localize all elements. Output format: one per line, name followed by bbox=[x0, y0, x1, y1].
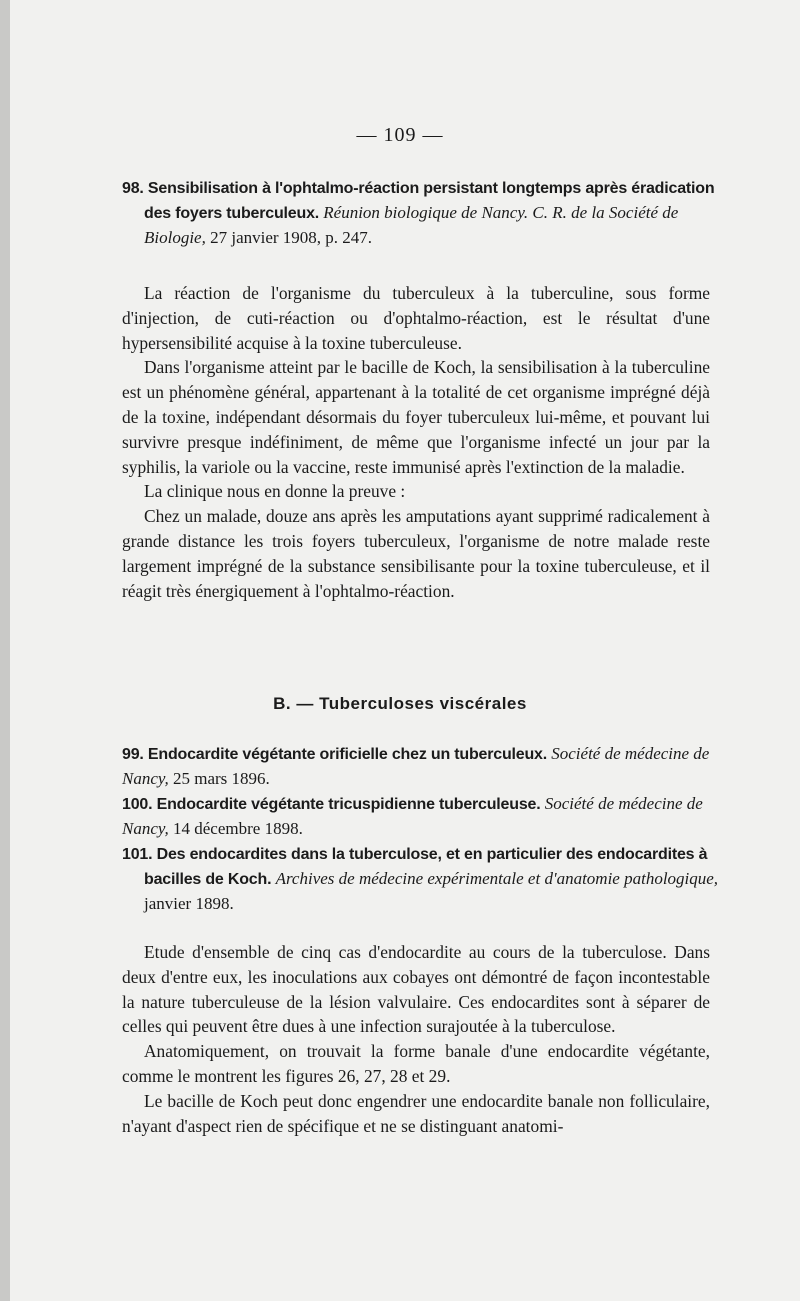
entry-title: Des endocardites dans la tuberculose, et en particulier des endocardites à bacilles de Koch. bbox=[144, 846, 708, 888]
paragraph: Dans l'organisme atteint par le bacille de Koch, la sensibilisation à la tuberculine est un phénomène général, appartenant à la totalité de cet organisme imprégné déjà de la toxine, indépendant désormais du foyer tuberculeux lui-même, et pouvant lui survivre presque indéfiniment, de même que l'organisme infecté un jour par la syphilis, la variole ou la vaccine, reste immunisé après l'extinction de la maladie. bbox=[122, 357, 710, 477]
entry-reference-date: 27 janvier 1908, p. 247. bbox=[210, 228, 373, 247]
entry-reference-italic: Réunion biologique de Nancy. C. R. de la Société de Biologie, bbox=[144, 203, 679, 247]
bibliography-entry-98 bbox=[122, 176, 734, 250]
body-section-2 bbox=[122, 940, 710, 1138]
entry-reference-italic: Société de médecine de Nancy, bbox=[122, 794, 703, 838]
body-section-1 bbox=[122, 281, 710, 603]
paragraph: Etude d'ensemble de cinq cas d'endocardite au cours de la tuberculose. Dans deux d'entre eux, les inoculations aux cobayes ont démontré de façon incontestable la nature tuberculeuse de la lésion valvulaire. Ces endocardites sont à séparer de celles qui peuvent être dues à une infection surajoutée à la tuberculose. bbox=[122, 942, 710, 1037]
entry-reference-date: janvier 1898. bbox=[144, 894, 234, 913]
section-title: B. — Tuberculoses viscérales bbox=[273, 694, 527, 713]
entry-reference-date: 25 mars 1896. bbox=[173, 769, 270, 788]
paragraph: Anatomiquement, on trouvait la forme banale d'une endocardite végétante, comme le montrent les figures 26, 27, 28 et 29. bbox=[122, 1041, 710, 1086]
paragraph: La clinique nous en donne la preuve : bbox=[144, 481, 406, 502]
entry-reference-italic: Société de médecine de Nancy, bbox=[122, 744, 710, 788]
page-number: — 109 — bbox=[356, 124, 444, 146]
entry-title: Endocardite végétante orificielle chez un tuberculeux. bbox=[147, 746, 547, 763]
entry-number: 100. bbox=[122, 796, 153, 813]
entry-number: 99. bbox=[122, 746, 144, 763]
bibliography-entry-100 bbox=[122, 792, 712, 841]
entry-title: Sensibilisation à l'ophtalmo-réaction persistant longtemps après éradication des foyers tuberculeux. bbox=[144, 180, 715, 222]
page-edge bbox=[0, 0, 10, 1301]
entry-number: 101. bbox=[122, 846, 153, 863]
entry-title: Endocardite végétante tricuspidienne tuberculeuse. bbox=[156, 796, 541, 813]
entry-number: 98. bbox=[122, 180, 144, 197]
paragraph: Le bacille de Koch peut donc engendrer une endocardite banale non folliculaire, n'ayant d'aspect rien de spécifique et ne se distinguant anatomi- bbox=[122, 1090, 710, 1136]
entry-reference-date: 14 décembre 1898. bbox=[173, 819, 303, 838]
paragraph: Chez un malade, douze ans après les amputations ayant supprimé radicalement à grande distance les trois foyers tuberculeux, l'organisme de notre malade reste largement imprégné de la substance sensibilisante pour la toxine tuberculeuse, et il réagit très énergiquement à l'ophtalmo-réaction. bbox=[122, 506, 710, 601]
entry-reference-italic: Archives de médecine expérimentale et d'anatomie pathologique, bbox=[275, 869, 719, 888]
paragraph: La réaction de l'organisme du tuberculeux à la tuberculine, sous forme d'injection, de cuti-réaction ou d'ophtalmo-réaction, est le résultat d'une hypersensibilité acquise à la toxine tuberculeuse. bbox=[122, 283, 710, 353]
bibliography-entry-99 bbox=[122, 742, 712, 791]
bibliography-entry-101 bbox=[122, 842, 734, 916]
